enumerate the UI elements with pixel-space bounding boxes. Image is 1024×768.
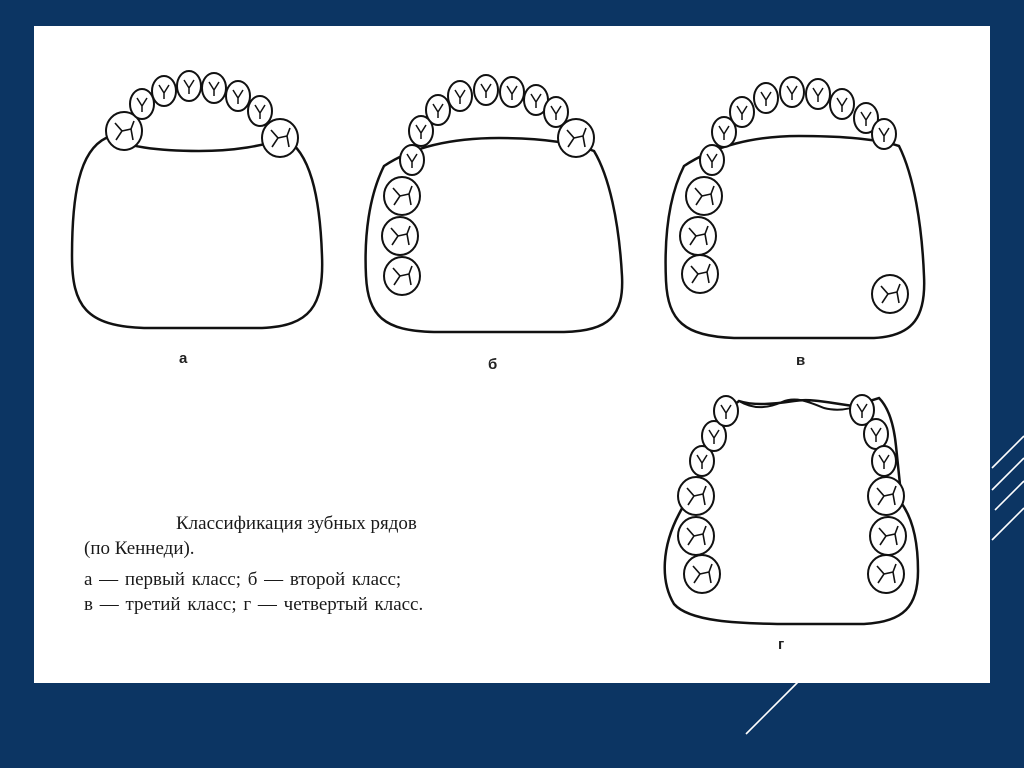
tooth-icon bbox=[177, 71, 201, 101]
jaw-class-a bbox=[72, 71, 322, 328]
tooth-icon bbox=[868, 477, 904, 515]
tooth-icon bbox=[130, 89, 154, 119]
figure-caption bbox=[84, 511, 564, 617]
tooth-icon bbox=[474, 75, 498, 105]
tooth-icon bbox=[714, 396, 738, 426]
tooth-icon bbox=[754, 83, 778, 113]
tooth-icon bbox=[868, 555, 904, 593]
label-b: б bbox=[488, 356, 498, 373]
tooth-icon bbox=[682, 255, 718, 293]
jaw-class-b bbox=[366, 75, 623, 332]
tooth-icon bbox=[872, 275, 908, 313]
tooth-icon bbox=[872, 446, 896, 476]
caption-legend-line1: а — первый класс; б — второй класс; bbox=[84, 569, 402, 590]
tooth-icon bbox=[806, 79, 830, 109]
tooth-icon bbox=[684, 555, 720, 593]
tooth-icon bbox=[384, 257, 420, 295]
tooth-icon bbox=[426, 95, 450, 125]
tooth-icon bbox=[152, 76, 176, 106]
jaw-class-v bbox=[666, 77, 925, 338]
label-a: а bbox=[179, 350, 188, 367]
caption-legend-line2: в — третий класс; г — четвертый класс. bbox=[84, 594, 424, 615]
tooth-icon bbox=[700, 145, 724, 175]
tooth-icon bbox=[248, 96, 272, 126]
tooth-icon bbox=[384, 177, 420, 215]
caption-title-line2: (по Кеннеди). bbox=[84, 538, 195, 559]
tooth-icon bbox=[872, 119, 896, 149]
caption-title-line1: Классификация зубных рядов bbox=[176, 513, 417, 534]
tooth-icon bbox=[680, 217, 716, 255]
tooth-icon bbox=[864, 419, 888, 449]
tooth-icon bbox=[870, 517, 906, 555]
tooth-icon bbox=[448, 81, 472, 111]
tooth-icon bbox=[500, 77, 524, 107]
tooth-icon bbox=[226, 81, 250, 111]
tooth-icon bbox=[678, 517, 714, 555]
tooth-icon bbox=[678, 477, 714, 515]
tooth-icon bbox=[262, 119, 298, 157]
tooth-icon bbox=[558, 119, 594, 157]
tooth-icon bbox=[730, 97, 754, 127]
tooth-icon bbox=[780, 77, 804, 107]
tooth-icon bbox=[830, 89, 854, 119]
tooth-icon bbox=[686, 177, 722, 215]
label-g: г bbox=[778, 636, 785, 653]
tooth-icon bbox=[382, 217, 418, 255]
label-v: в bbox=[796, 352, 806, 369]
jaw-class-g bbox=[665, 395, 918, 624]
tooth-icon bbox=[202, 73, 226, 103]
figure-panel bbox=[34, 26, 990, 683]
tooth-icon bbox=[400, 145, 424, 175]
